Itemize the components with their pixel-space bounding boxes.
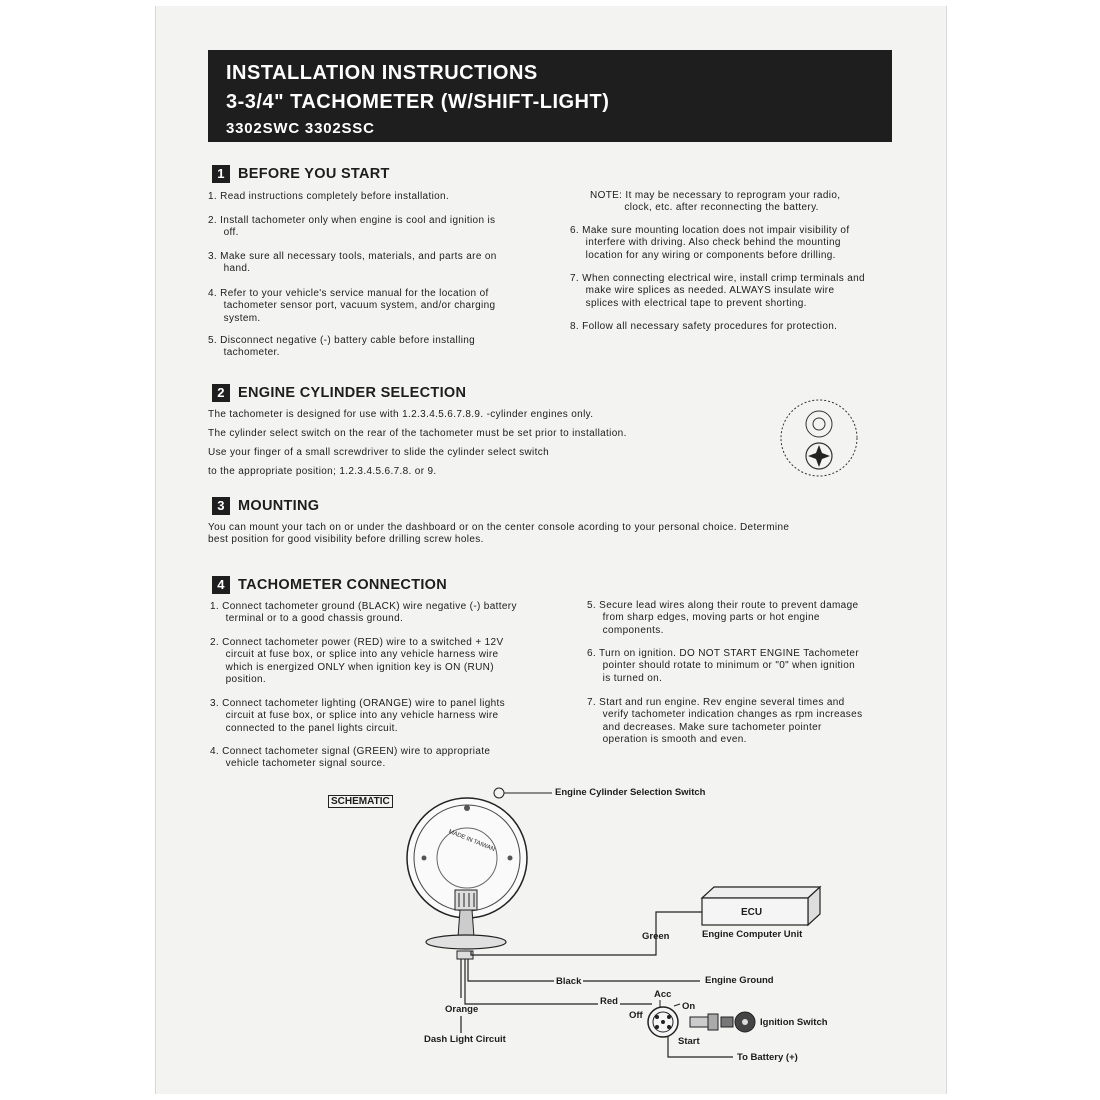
- section-title: MOUNTING: [238, 498, 320, 514]
- cylinder-line-1: The tachometer is designed for use with 1.2.3.4.5.6.7.8.9. -cylinder engines only.: [208, 409, 594, 420]
- section-number: 4: [212, 576, 230, 594]
- connection-item-2: 2. Connect tachometer power (RED) wire to a switched + 12V circuit at fuse box, or splice into any vehicle harness wire which is energized ONLY when ignition key is ON (RUN) position.: [210, 637, 504, 685]
- off-label: Off: [629, 1010, 643, 1021]
- before-item-5: 5. Disconnect negative (-) battery cable before installing tachometer.: [208, 335, 476, 359]
- black-label: Black: [556, 976, 582, 987]
- section-title: TACHOMETER CONNECTION: [238, 577, 448, 593]
- on-tick: [674, 1004, 680, 1006]
- before-item-4: 4. Refer to your vehicle's service manual for the location of tachometer sensor port, vacuum system, and/or charging system.: [208, 288, 496, 324]
- mounting-text: You can mount your tach on or under the dashboard or on the center console acording to your personal choice. Determine best position for good visibility before drilling screw holes.: [208, 522, 790, 546]
- gauge-stud: [508, 856, 513, 861]
- start-label: Start: [678, 1036, 700, 1047]
- before-item-3: 3. Make sure all necessary tools, materials, and parts are on hand.: [208, 251, 497, 275]
- connection-item-6: 6. Turn on ignition. DO NOT START ENGINE Tachometer pointer should rotate to minimum or "0" when ignition is turned on.: [587, 648, 860, 684]
- before-item-2: 2. Install tachometer only when engine is cool and ignition is off.: [208, 215, 496, 239]
- key-icon: [721, 1017, 733, 1027]
- section-number: 2: [212, 384, 230, 402]
- black-wire: [468, 959, 700, 981]
- gauge-print: MADE IN TAIWAN: [447, 828, 496, 854]
- cylinder-line-2: The cylinder select switch on the rear of the tachometer must be set prior to installation.: [208, 428, 627, 439]
- cylinder-line-4: to the appropriate position; 1.2.3.4.5.6.7.8. or 9.: [208, 466, 437, 477]
- connection-item-3: 3. Connect tachometer lighting (ORANGE) wire to panel lights circuit at fuse box, or splice into any vehicle harness wire connected to the panel lights circuit.: [210, 698, 506, 734]
- gauge-stand: [458, 910, 474, 937]
- before-item-8: 8. Follow all necessary safety procedures for protection.: [570, 321, 838, 332]
- gauge-base: [426, 935, 506, 949]
- key-hole: [742, 1019, 748, 1025]
- gauge-stud: [422, 856, 427, 861]
- connection-item-1: 1. Connect tachometer ground (BLACK) wire negative (-) battery terminal or to a good chassis ground.: [210, 601, 517, 625]
- ecu-top: [702, 887, 820, 898]
- doc-title: INSTALLATION INSTRUCTIONS: [226, 62, 538, 84]
- key-collar: [708, 1014, 718, 1030]
- section-number: 1: [212, 165, 230, 183]
- acc-label: Acc: [654, 989, 672, 1000]
- section-number: 3: [212, 497, 230, 515]
- connection-item-4: 4. Connect tachometer signal (GREEN) wire to appropriate vehicle tachometer signal source.: [210, 746, 491, 770]
- product-title: 3-3/4" TACHOMETER (W/SHIFT-LIGHT): [226, 91, 610, 113]
- gauge-stud: [464, 805, 470, 811]
- switch-label: Engine Cylinder Selection Switch: [555, 787, 706, 798]
- model-numbers: 3302SWC 3302SSC: [226, 120, 375, 137]
- red-label: Red: [600, 996, 618, 1007]
- before-item-7: 7. When connecting electrical wire, install crimp terminals and make wire splices as needed. ALWAYS insulate wire splices with electrical tape to prevent shorting.: [570, 273, 865, 309]
- on-label: On: [682, 1001, 696, 1012]
- ecu-text: ECU: [741, 907, 763, 918]
- before-item-6: 6. Make sure mounting location does not impair visibility of interfere with driving. Also check behind the mounting location for any wiring or components before drilling.: [570, 225, 850, 261]
- section-title: BEFORE YOU START: [238, 166, 390, 182]
- cylinder-line-3: Use your finger of a small screwdriver to slide the cylinder select switch: [208, 447, 550, 458]
- schematic-label: SCHEMATIC: [328, 795, 393, 808]
- ecu-label: Engine Computer Unit: [702, 929, 803, 940]
- to-battery-label: To Battery (+): [737, 1052, 798, 1063]
- before-note: NOTE: It may be necessary to reprogram your radio, clock, etc. after reconnecting the battery.: [590, 190, 841, 214]
- selector-switch: [494, 788, 504, 798]
- key-shank: [690, 1017, 708, 1027]
- ignition-switch-label: Ignition Switch: [760, 1017, 828, 1028]
- dash-light-label: Dash Light Circuit: [424, 1034, 506, 1045]
- section-title: ENGINE CYLINDER SELECTION: [238, 385, 467, 401]
- before-item-1: 1. Read instructions completely before installation.: [208, 191, 450, 202]
- green-label: Green: [642, 931, 670, 942]
- engine-ground-label: Engine Ground: [705, 975, 774, 986]
- connection-item-5: 5. Secure lead wires along their route to prevent damage from sharp edges, moving parts or hot engine components.: [587, 600, 859, 636]
- orange-label: Orange: [445, 1004, 479, 1015]
- connection-item-7: 7. Start and run engine. Rev engine several times and verify tachometer indication changes as rpm increases and decreases. Make sure tachometer pointer operation is smooth and even.: [587, 697, 863, 745]
